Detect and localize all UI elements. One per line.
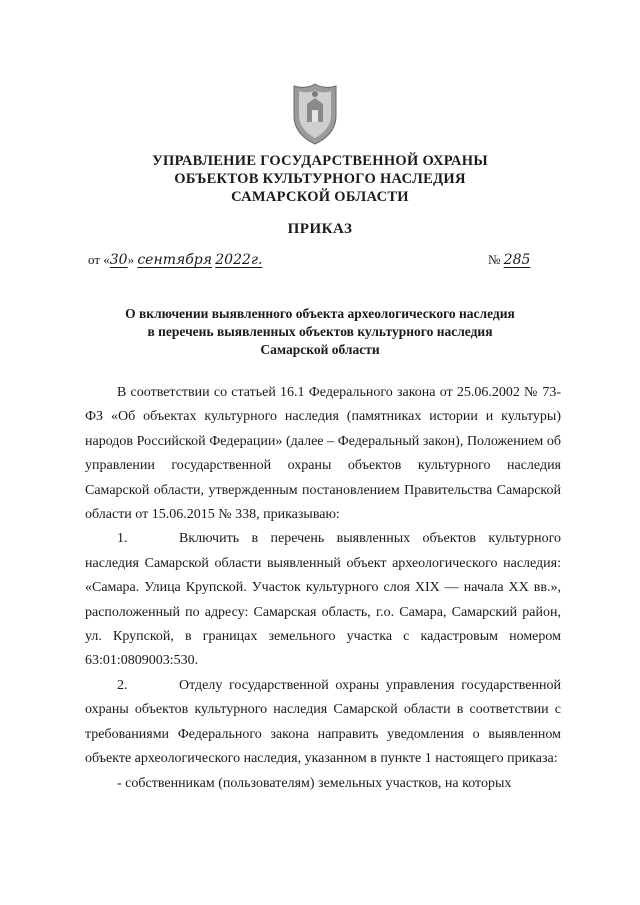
number-value: 285 <box>503 252 531 268</box>
authority-name-line-2: ОБЪЕКТОВ КУЛЬТУРНОГО НАСЛЕДИЯ <box>174 171 466 187</box>
item-1-paragraph <box>85 527 561 673</box>
coat-of-arms-emblem <box>286 82 344 146</box>
intro-paragraph: В соответствии со статьей 16.1 Федерального закона от 25.06.2002 № 73-ФЗ «Об объектах культурного наследия (памятниках истории и культуры) народов Российской Федерации» (далее – Федеральный закон), Положением об управлении государственной охраны объектов культурного наследия Самарской области, утвержденным постановлением Правительства Самарской области от 15.06.2015 № 338, приказываю: <box>85 385 561 523</box>
item-2-text: Отделу государственной охраны управления государственной охраны объектов культурного наследия Самарской области в соответствии с требованиями Федерального закона направить уведомления о выявленном объекте археологического наследия, указанном в пункте 1 настоящего приказа: <box>85 677 561 767</box>
order-number <box>488 252 530 268</box>
date-mid: » <box>127 252 135 267</box>
subject-line-2: в перечень выявленных объектов культурного наследия <box>147 324 493 339</box>
subject-line-1: О включении выявленного объекта археологического наследия <box>125 306 515 321</box>
item-2-number: 2. <box>117 677 128 693</box>
item-1-text: Включить в перечень выявленных объектов культурного наследия Самарской области выявленный объект археологического наследия: «Самара. Улица Крупской. Участок культурного слоя XIX — начала XX вв.», расположенный по адресу: Самарская область, г.о. Самара, Самарский район, ул. Крупской, в границах земельного участка с кадастровым номером 63:01:0809003:530. <box>85 531 561 669</box>
item-1-number: 1. <box>117 531 128 547</box>
date-year: 2022г. <box>215 252 263 268</box>
authority-name-line-3: САМАРСКОЙ ОБЛАСТИ <box>231 189 409 205</box>
date-prefix: от « <box>88 252 110 267</box>
authority-name-line-1: УПРАВЛЕНИЕ ГОСУДАРСТВЕННОЙ ОХРАНЫ <box>152 153 488 169</box>
item-2-paragraph <box>85 674 561 772</box>
document-title: ПРИКАЗ <box>287 221 353 237</box>
bullet-1-paragraph: - собственникам (пользователям) земельных участков, на которых <box>117 775 512 791</box>
document-body <box>85 381 561 796</box>
subject-line-3: Самарской области <box>260 342 380 357</box>
date-month: сентября <box>137 252 213 268</box>
number-prefix: № <box>488 252 501 267</box>
date-day: 30 <box>109 252 128 268</box>
order-date <box>88 252 262 268</box>
